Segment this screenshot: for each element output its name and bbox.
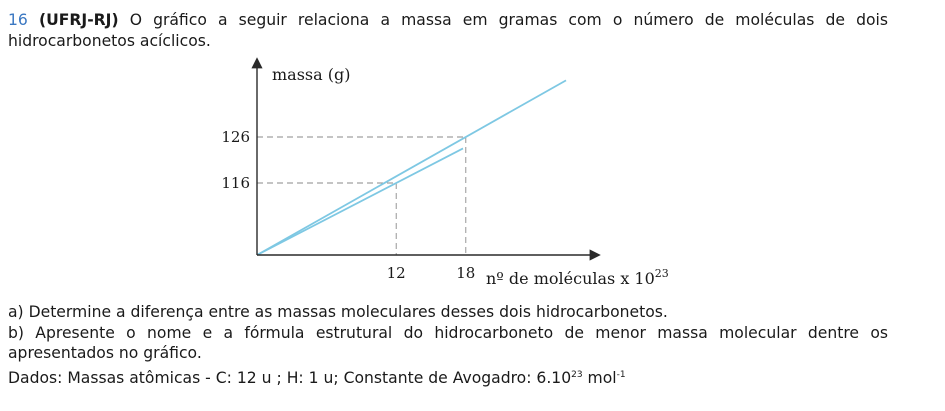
series-line-1 — [257, 148, 463, 255]
y-axis-label: massa (g) — [272, 65, 351, 84]
x-tick-label: 12 — [386, 264, 406, 282]
question-text: O gráfico a seguir relaciona a massa em gramas com o número de moléculas de dois hidrocarbonetos acíclicos. — [8, 11, 888, 50]
question-source: (UFRJ-RJ) — [38, 11, 119, 29]
question-a: a) Determine a diferença entre as massas moleculares desses dois hidrocarbonetos. — [8, 303, 668, 321]
y-tick-label: 116 — [221, 174, 250, 192]
avogadro-unit: mol — [582, 369, 617, 387]
x-tick-label: 18 — [456, 264, 476, 282]
unit-exponent: -1 — [616, 370, 626, 380]
mass-vs-molecules-chart — [180, 52, 700, 292]
question-header — [8, 10, 888, 52]
series-line-2 — [257, 80, 566, 255]
question-b: b) Apresente o nome e a fórmula estrutural do hidrocarboneto de menor massa molecular dentre os apresentados no gráfico. — [8, 324, 888, 362]
x-axis-label: nº de moléculas x $10^{23}$ — [486, 267, 669, 288]
y-tick-label: 126 — [221, 128, 250, 146]
given-data — [8, 365, 888, 388]
question-number: 16 — [8, 11, 28, 29]
given-data-text: Dados: Massas atômicas - C: 12 u ; H: 1 u; Constante de Avogadro: 6.10 — [8, 369, 572, 387]
avogadro-exponent: 23 — [571, 370, 583, 380]
